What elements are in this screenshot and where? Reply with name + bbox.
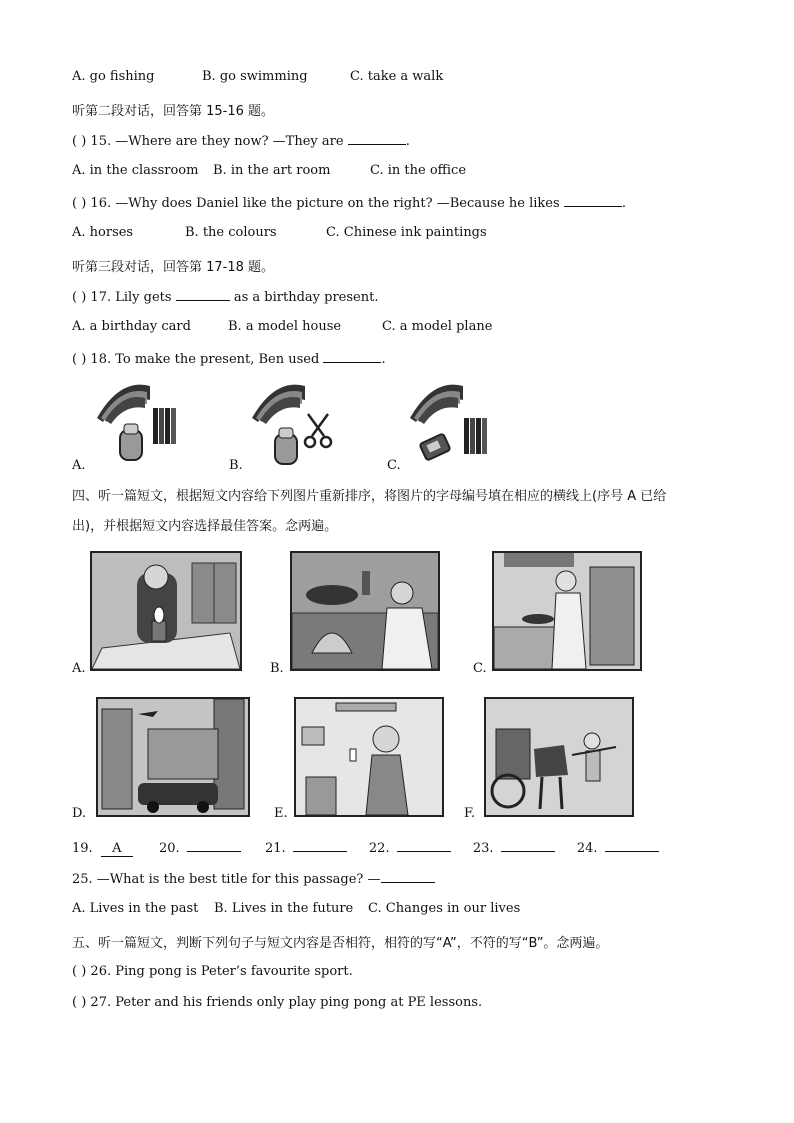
picture-a-candle-light <box>90 551 242 671</box>
section3-intro: 听第三段对话，回答第 17-18 题。 <box>72 260 275 275</box>
q15-option-c: C. in the office <box>370 163 467 178</box>
q25-blank[interactable] <box>381 870 435 883</box>
picture-b-cooking-fire <box>290 551 440 671</box>
q25-option-a: A. Lives in the past <box>72 901 199 916</box>
order-blank-23[interactable] <box>501 839 555 852</box>
order-blank-24[interactable] <box>605 839 659 852</box>
q17-text-pre: 17. Lily gets <box>90 290 172 305</box>
q26-text: 26. Ping pong is Peter’s favourite sport. <box>90 964 353 979</box>
picture-label-d: D. <box>72 806 87 821</box>
q18-option-a-image[interactable] <box>95 378 185 468</box>
q18-label-a: A. <box>72 458 86 473</box>
q18-text: 18. To make the present, Ben used <box>90 352 320 367</box>
q25-text: 25. —What is the best title for this passage? — <box>72 872 381 887</box>
q18-option-b-image[interactable] <box>250 378 340 468</box>
q14-option-a: A. go fishing <box>72 69 155 84</box>
ordering-row <box>72 839 659 857</box>
picture-e-electric-light <box>294 697 444 817</box>
picture-label-b: B. <box>270 661 284 676</box>
picture-d-city-traffic <box>96 697 250 817</box>
glue-icon <box>275 428 297 464</box>
q18-option-c-image[interactable] <box>408 378 498 468</box>
picture-label-f: F. <box>464 806 476 821</box>
crayons-icon <box>464 418 487 454</box>
q18-label-b: B. <box>229 458 243 473</box>
paper-stack-icon <box>97 385 150 424</box>
q17-option-b: B. a model house <box>228 319 342 334</box>
q27-text: 27. Peter and his friends only play ping pong at PE lessons. <box>90 995 483 1010</box>
order-num-21: 21. <box>264 841 286 856</box>
q14-option-c: C. take a walk <box>350 69 444 84</box>
order-blank-21[interactable] <box>293 839 347 852</box>
q27-line <box>72 995 482 1010</box>
q27-paren[interactable]: ( ) <box>72 995 87 1010</box>
glue-icon <box>120 424 142 460</box>
order-num-23: 23. <box>472 841 494 856</box>
q15-option-b: B. in the art room <box>213 163 331 178</box>
order-blank-20[interactable] <box>187 839 241 852</box>
q16-text: 16. —Why does Daniel like the picture on the right? —Because he likes <box>90 196 560 211</box>
part5-title: 五、听一篇短文，判断下列句子与短文内容是否相符，相符的写“A”，不符的写“B”。念两遍。 <box>72 936 609 951</box>
q26-paren[interactable]: ( ) <box>72 964 87 979</box>
q26-line <box>72 964 353 979</box>
picture-label-a: A. <box>72 661 86 676</box>
q17-text-post: as a birthday present. <box>233 290 379 305</box>
q15-blank[interactable] <box>348 132 406 145</box>
q17-option-c: C. a model plane <box>382 319 493 334</box>
picture-label-c: C. <box>473 661 487 676</box>
q17-paren: ( ) <box>72 290 87 305</box>
q18-paren: ( ) <box>72 352 87 367</box>
order-blank-22[interactable] <box>397 839 451 852</box>
q17-blank[interactable] <box>176 288 230 301</box>
q25-option-b: B. Lives in the future <box>214 901 354 916</box>
q16-blank[interactable] <box>564 194 622 207</box>
q16-end: . <box>621 196 626 211</box>
q16-paren: ( ) <box>72 196 87 211</box>
section2-intro: 听第二段对话，回答第 15-16 题。 <box>72 104 275 119</box>
picture-label-e: E. <box>274 806 288 821</box>
q15-text: 15. —Where are they now? —They are <box>90 134 344 149</box>
q16-line <box>72 194 626 211</box>
q18-label-c: C. <box>387 458 401 473</box>
q18-blank[interactable] <box>323 350 381 363</box>
q25-option-c: C. Changes in our lives <box>368 901 521 916</box>
part4-title-line2: 出)，并根据短文内容选择最佳答案。念两遍。 <box>72 519 338 534</box>
q15-line <box>72 132 410 149</box>
order-num-22: 22. <box>368 841 390 856</box>
scissors-icon <box>305 414 331 447</box>
crayons-icon <box>153 408 176 444</box>
q15-option-a: A. in the classroom <box>72 163 199 178</box>
q18-line <box>72 350 386 367</box>
q18-end: . <box>381 352 386 367</box>
order-num-24: 24. <box>576 841 598 856</box>
q14-option-b: B. go swimming <box>202 69 308 84</box>
q16-option-a: A. horses <box>72 225 134 240</box>
q25-line <box>72 870 435 887</box>
q16-option-b: B. the colours <box>185 225 277 240</box>
paper-stack-icon <box>410 385 463 424</box>
q15-end: . <box>405 134 410 149</box>
q17-option-a: A. a birthday card <box>72 319 191 334</box>
glue-stick-icon <box>419 433 450 460</box>
picture-c-kitchen <box>492 551 642 671</box>
picture-f-horse-cart <box>484 697 634 817</box>
part4-title-line1: 四、听一篇短文，根据短文内容给下列图片重新排序，将图片的字母编号填在相应的横线上(序号 A 已给 <box>72 489 667 504</box>
q17-line <box>72 288 378 305</box>
order-num-20: 20. <box>158 841 180 856</box>
order-num-19: 19. <box>72 841 93 856</box>
paper-stack-icon <box>252 385 305 424</box>
order-answer-19: A <box>101 841 133 857</box>
q15-paren: ( ) <box>72 134 87 149</box>
q16-option-c: C. Chinese ink paintings <box>326 225 487 240</box>
